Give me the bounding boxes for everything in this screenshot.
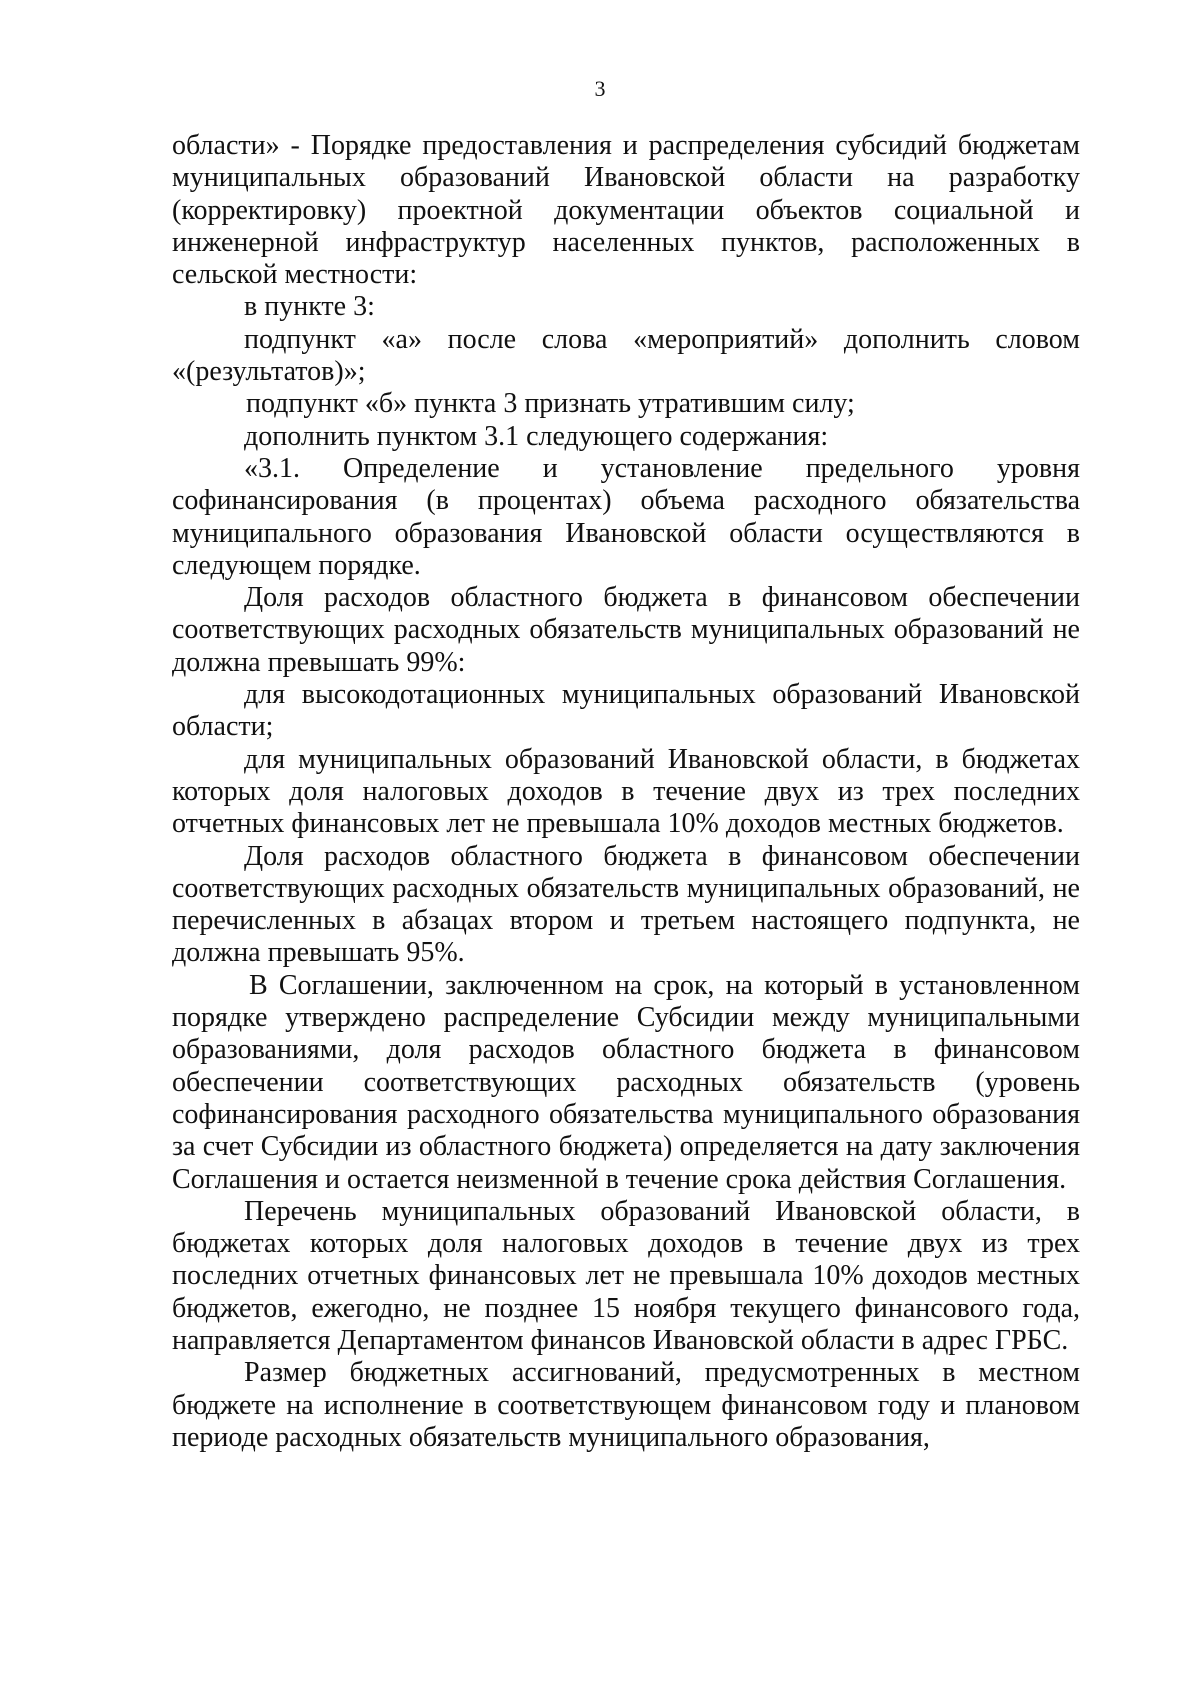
page-number: 3 (594, 76, 606, 101)
paragraph: Доля расходов областного бюджета в финансовом обеспечении соответствующих расходных обязательств муниципальных образований, не перечисленных в абзацах втором и третьем настоящего подпункта, не должна превышать 95%. (172, 840, 1080, 969)
paragraph: для муниципальных образований Ивановской области, в бюджетах которых доля налоговых доходов в течение двух из трех последних отчетных финансовых лет не превышала 10% доходов местных бюджетов. (172, 743, 1080, 840)
paragraph: для высокодотационных муниципальных образований Ивановской области; (172, 679, 1080, 743)
document-body (172, 130, 1080, 1454)
paragraph: области» - Порядке предоставления и распределения субсидий бюджетам муниципальных образований Ивановской области на разработку (корректировку) проектной документации объектов социальной и инженерной инфраструктур населенных пунктов, расположенных в сельской местности: (172, 130, 1080, 291)
paragraph: Размер бюджетных ассигнований, предусмотренных в местном бюджете на исполнение в соответствующем финансовом году и плановом периоде расходных обязательств муниципального образования, (172, 1357, 1080, 1453)
paragraph: Доля расходов областного бюджета в финансовом обеспечении соответствующих расходных обязательств муниципальных образований не должна превышать 99%: (172, 582, 1080, 678)
paragraph: подпункт «б» пункта 3 признать утратившим силу; (246, 388, 855, 420)
paragraph: дополнить пунктом 3.1 следующего содержания: (244, 420, 829, 452)
paragraph: В Соглашении, заключенном на срок, на который в установленном порядке утверждено распределение Субсидии между муниципальными образованиями, доля расходов областного бюджета в финансовом обеспечении соответствующих расходных обязательств (уровень софинансирования расходного обязательства муниципального образования за счет Субсидии из областного бюджета) определяется на дату заключения Соглашения и остается неизменной в течение срока действия Соглашения. (172, 969, 1080, 1195)
paragraph: в пункте 3: (244, 291, 375, 323)
paragraph: «3.1. Определение и установление предельного уровня софинансирования (в процентах) объема расходного обязательства муниципального образования Ивановской области осуществляются в следующем порядке. (172, 452, 1080, 581)
paragraph: Перечень муниципальных образований Ивановской области, в бюджетах которых доля налоговых доходов в течение двух из трех последних отчетных финансовых лет не превышала 10% доходов местных бюджетов, ежегодно, не позднее 15 ноября текущего финансового года, направляется Департаментом финансов Ивановской области в адрес ГРБС. (172, 1195, 1080, 1356)
paragraph: подпункт «а» после слова «мероприятий» дополнить словом «(результатов)»; (172, 323, 1080, 388)
